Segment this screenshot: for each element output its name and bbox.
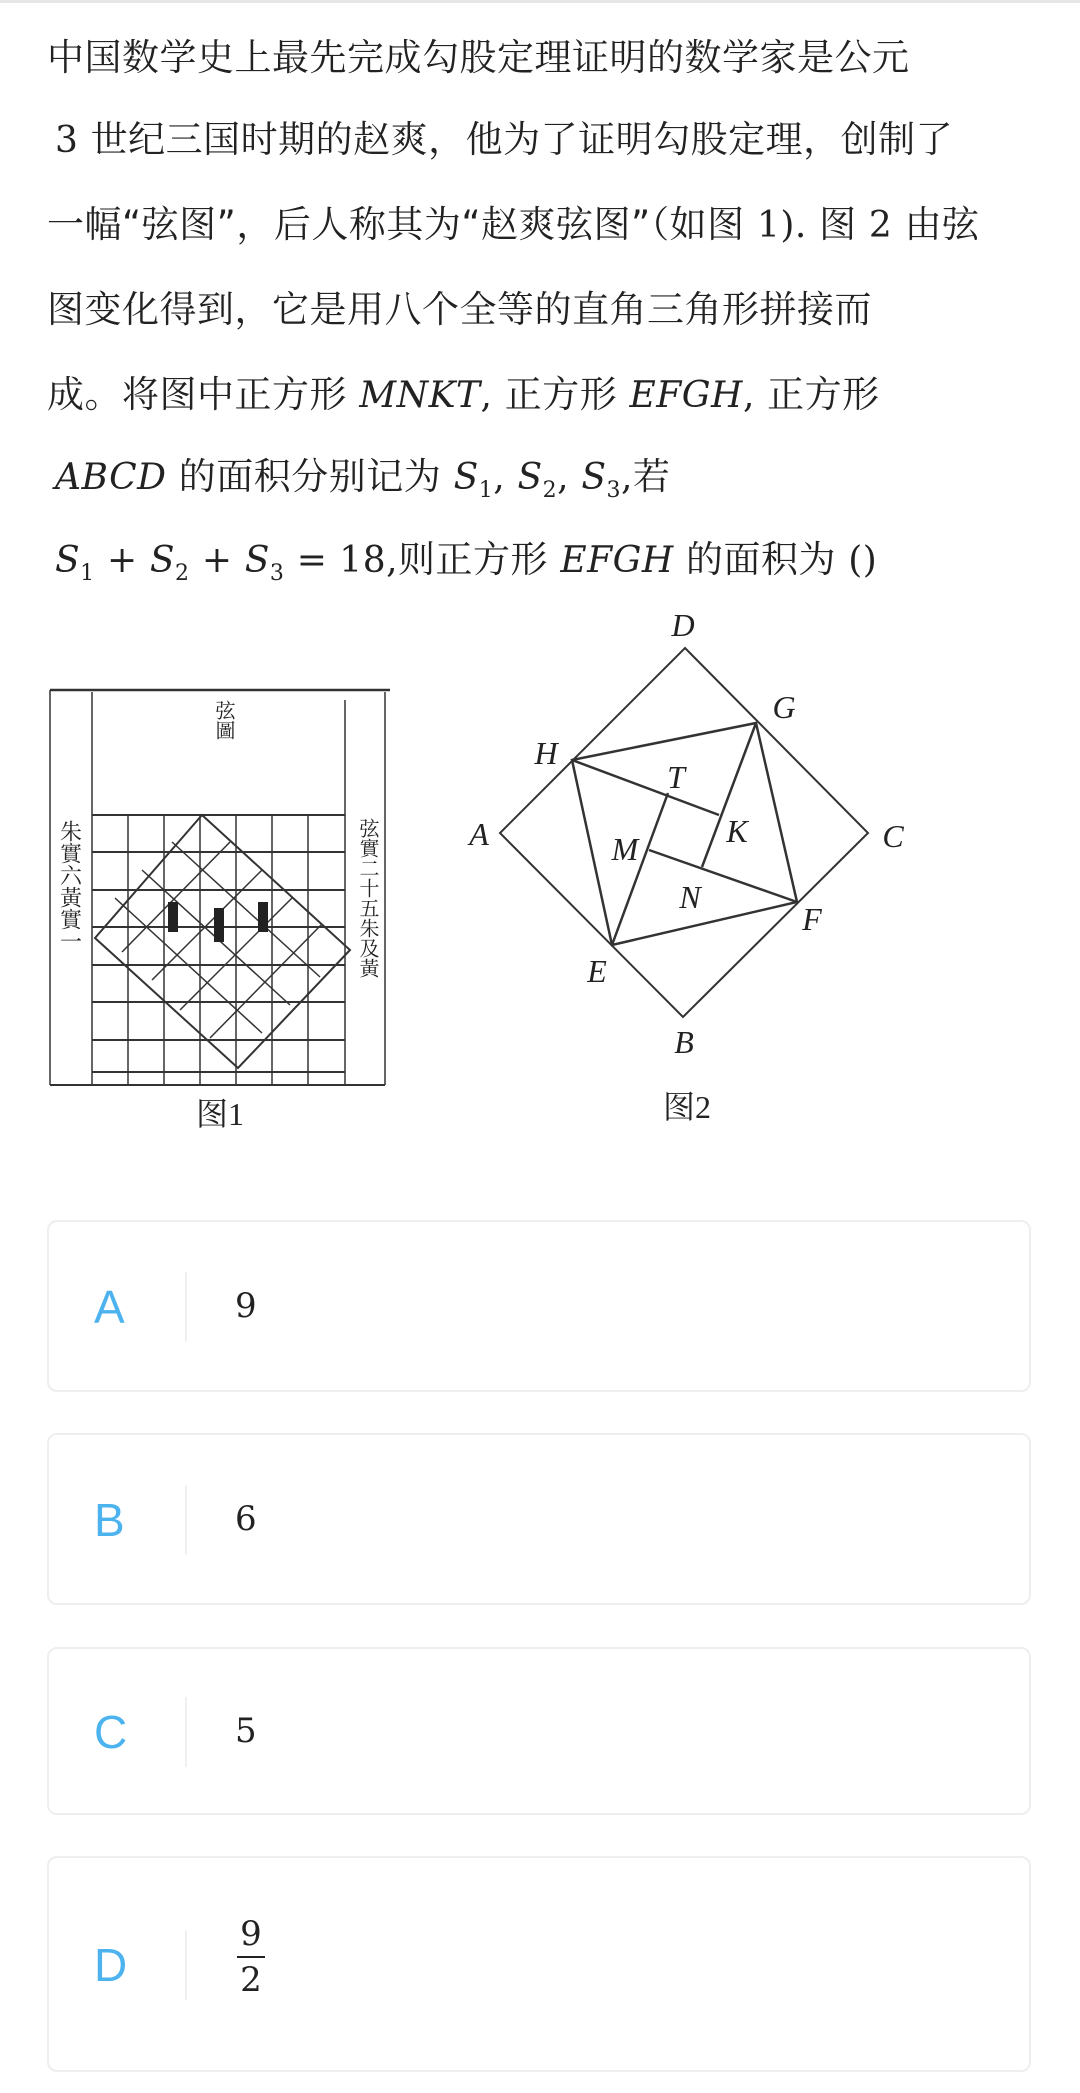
math-square-efgh: EFGH <box>629 375 743 416</box>
text: 成。将图中正方形 <box>47 373 347 416</box>
math-s1: $S_1$ <box>55 540 95 587</box>
plus: + <box>201 540 233 581</box>
numerator: 9 <box>240 1914 262 1954</box>
label-f: F <box>802 901 822 937</box>
label-d: D <box>671 607 695 643</box>
figure-1-left-text: 朱實六黃實一 <box>57 820 83 952</box>
option-letter: B <box>94 1494 125 1546</box>
option-letter: C <box>94 1706 128 1758</box>
option-b[interactable] <box>47 1433 1031 1605</box>
text: 一幅“弦图”，后人称其为“赵爽弦图”（如图 <box>47 203 745 246</box>
option-value-fraction <box>237 1914 265 2000</box>
math-s2: $S_2$ <box>149 540 190 587</box>
figure-1-caption: 图1 <box>195 1096 245 1132</box>
number: 1). <box>756 205 807 246</box>
text: 正方形 <box>504 373 618 416</box>
math-square-efgh: EFGH <box>560 540 674 581</box>
option-a[interactable] <box>47 1220 1031 1392</box>
figure-1-title-text: 弦圖 <box>212 700 234 740</box>
label-b: B <box>674 1024 694 1060</box>
question-line-1: 中国数学史上最先完成勾股定理证明的数学家是公元 <box>47 36 910 79</box>
label-e: E <box>587 953 607 989</box>
math-s1: $S_1$ <box>453 457 494 504</box>
figure-2-caption: 图2 <box>662 1089 712 1125</box>
text: 的面积为 <box>686 538 836 581</box>
text: 若 <box>632 455 671 498</box>
text: 世纪三国时期的赵爽，他为了证明勾股定理，创制了 <box>90 118 954 161</box>
option-divider <box>185 1930 187 2000</box>
denominator: 2 <box>240 1960 262 2000</box>
option-value: 6 <box>235 1499 257 1539</box>
text: 正方形 <box>767 373 880 416</box>
text: 图 <box>819 203 857 246</box>
math-s3: $S_3$ <box>581 457 622 504</box>
math-square-abcd: ABCD <box>55 457 167 498</box>
option-divider <box>185 1697 187 1767</box>
label-c: C <box>882 818 904 854</box>
question-line-4: 图变化得到，它是用八个全等的直角三角形拼接而 <box>47 288 872 331</box>
label-a: A <box>469 816 489 852</box>
equation: = 18, <box>296 540 399 581</box>
label-t: T <box>667 759 685 795</box>
square-abcd <box>500 648 868 1017</box>
text: 则正方形 <box>398 538 549 581</box>
label-m: M <box>611 831 639 867</box>
option-c[interactable] <box>47 1647 1031 1815</box>
comma: , <box>621 457 633 498</box>
number: 2 <box>868 205 893 246</box>
math-s3: $S_3$ <box>244 540 285 587</box>
label-g: G <box>772 689 796 725</box>
comma: , <box>493 457 506 498</box>
number: 3 <box>55 120 79 161</box>
plus: + <box>106 540 138 581</box>
comma: , <box>480 375 493 416</box>
text: 由弦 <box>904 203 980 246</box>
figure-1-right-text: 弦實二十五朱及黃 <box>356 818 378 978</box>
option-value: 5 <box>235 1711 257 1751</box>
option-divider <box>185 1272 187 1342</box>
option-letter: D <box>94 1939 128 1991</box>
math-s2: $S_2$ <box>517 457 558 504</box>
option-letter: A <box>94 1281 125 1333</box>
option-d[interactable] <box>47 1856 1031 2072</box>
fraction-bar <box>237 1956 265 1958</box>
comma: , <box>557 457 570 498</box>
option-value: 9 <box>235 1286 257 1326</box>
comma: , <box>742 375 755 416</box>
text: 的面积分别记为 <box>178 455 442 498</box>
answer-blank: () <box>848 540 878 581</box>
math-square-mnkt: MNKT <box>359 375 481 416</box>
label-n: N <box>679 879 701 915</box>
option-divider <box>185 1485 187 1555</box>
label-h: H <box>534 735 558 771</box>
label-k: K <box>726 813 748 849</box>
